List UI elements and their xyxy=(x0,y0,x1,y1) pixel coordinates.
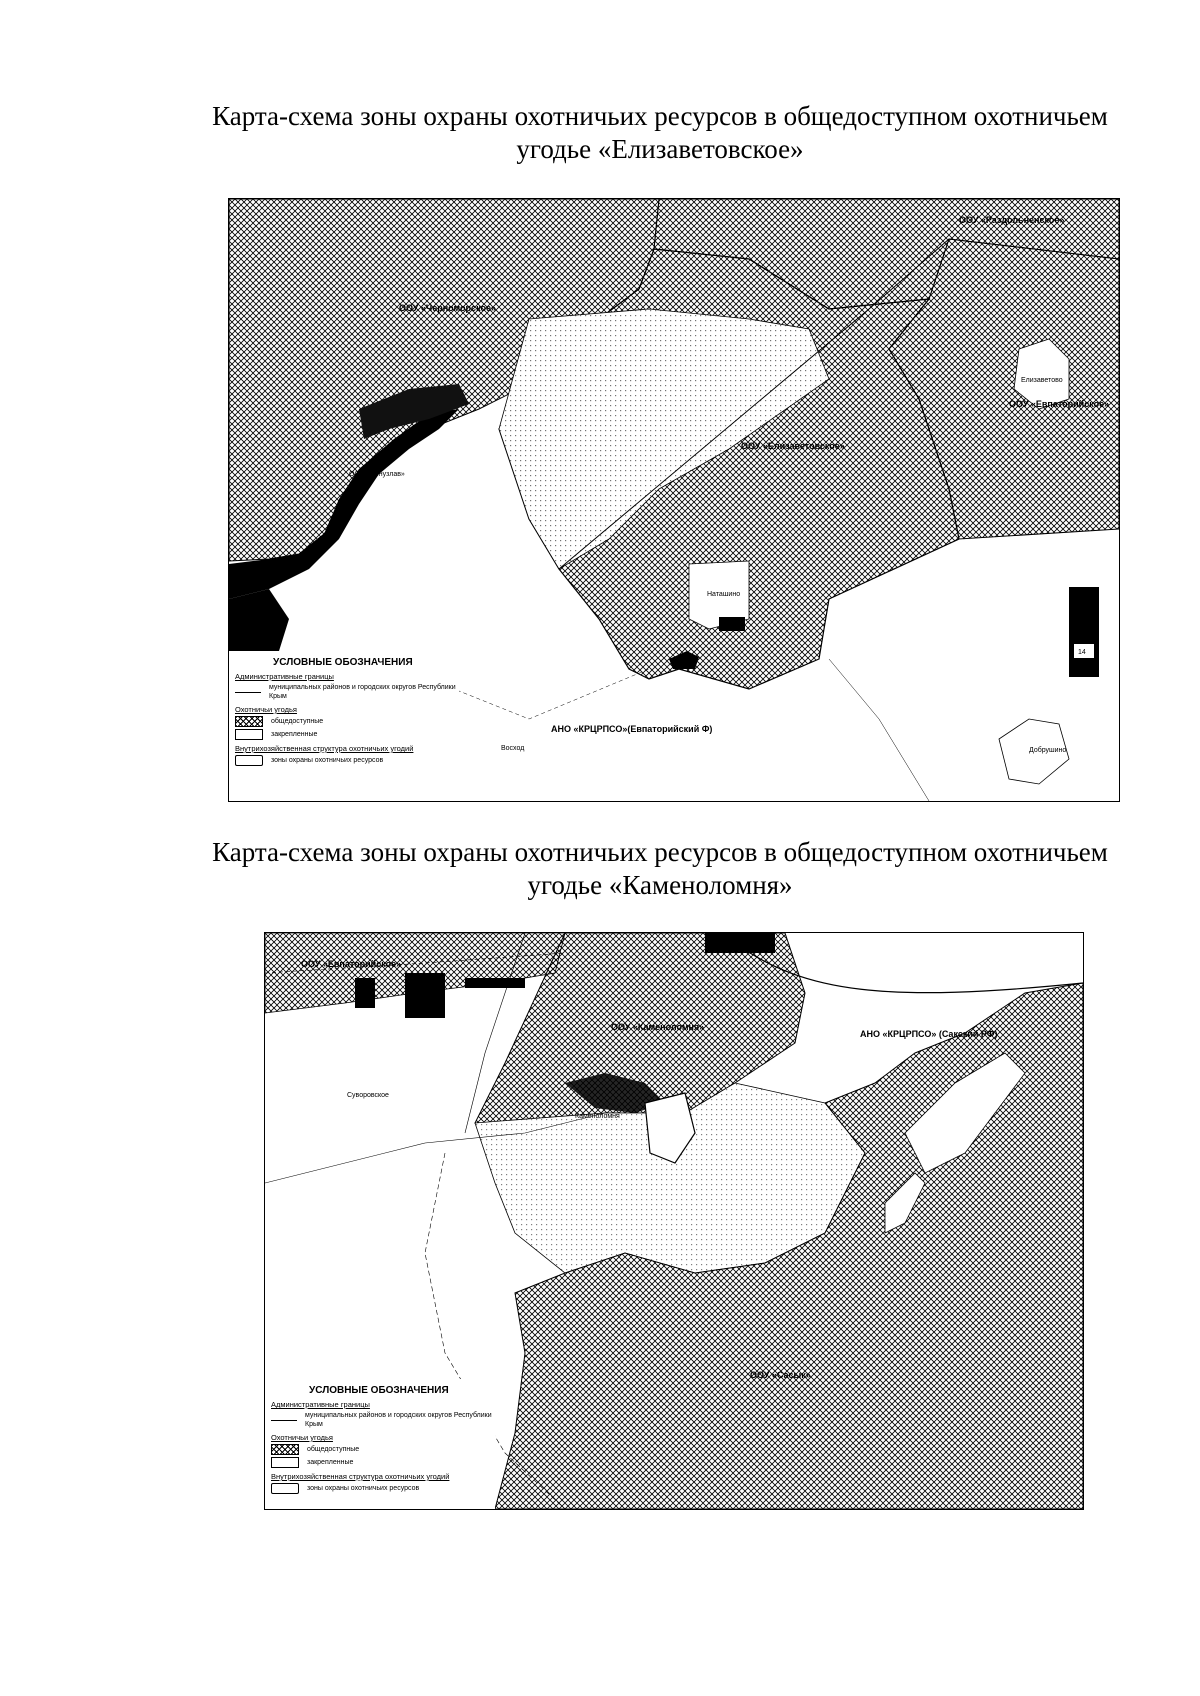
legend2-hunting-header: Охотничьи угодья xyxy=(271,1433,333,1442)
legend2-title: УСЛОВНЫЕ ОБОЗНАЧЕНИЯ xyxy=(309,1385,449,1396)
label-voskhod: Восход xyxy=(501,745,525,752)
label-razdolnenskoe: ООУ «Раздольненское» xyxy=(959,215,1065,225)
legend-assigned-swatch xyxy=(235,729,263,740)
assigned-block-3 xyxy=(465,978,525,988)
label-donuzlav: ООУ «Донузлав» xyxy=(349,471,405,478)
label-natashino: Наташино xyxy=(707,591,741,598)
legend-admin-text: муниципальных районов и городских округов Республики Крым xyxy=(269,684,456,700)
map2-legend xyxy=(265,1379,495,1509)
map2-title-line1: Карта-схема зоны охраны охотничьих ресурсов в общедоступном охотничьем xyxy=(212,837,1108,867)
label-chernomorskoe: ООУ «Черноморское» xyxy=(399,303,496,313)
map2-title-line2: угодье «Каменоломня» xyxy=(527,870,793,900)
map1-title-line1: Карта-схема зоны охраны охотничьих ресурсов в общедоступном охотничьем xyxy=(212,101,1108,131)
label-kamenolomnya: ООУ «Каменоломня» xyxy=(611,1022,705,1032)
legend2-structure-header: Внутрихозяйственная структура охотничьих угодий xyxy=(271,1472,450,1481)
label-marker-14: 14 xyxy=(1078,649,1086,656)
label-sasyk: ООУ «Сасык» xyxy=(750,1370,811,1380)
label-suvorovskoe: Суворовское xyxy=(347,1092,389,1099)
legend2-zone-row xyxy=(271,1483,495,1494)
map-kamenolomnya[interactable] xyxy=(264,932,1084,1510)
road-2 xyxy=(829,659,929,801)
label-dobrushino: Добрушино xyxy=(1029,747,1067,754)
legend-zone-row xyxy=(235,755,459,766)
legend2-assigned-text: закрепленные xyxy=(307,1459,354,1466)
legend-admin-swatch xyxy=(235,692,261,693)
legend2-admin-swatch xyxy=(271,1420,297,1421)
legend-hunting-header: Охотничьи угодья xyxy=(235,705,297,714)
legend-public-row xyxy=(235,716,459,727)
label-evpatoriyskoe: ООУ «Евпаторийское» xyxy=(1009,399,1110,409)
legend2-public-swatch xyxy=(271,1444,299,1455)
legend-assigned-text: закрепленные xyxy=(271,731,318,738)
legend-zone-text: зоны охраны охотничьих ресурсов xyxy=(271,757,384,764)
map1-legend xyxy=(229,651,459,801)
legend2-admin-row xyxy=(271,1411,495,1429)
legend-assigned-row xyxy=(235,729,459,740)
legend-admin-row xyxy=(235,683,459,701)
assigned-block-4 xyxy=(705,933,775,953)
map1-title-line2: угодье «Елизаветовское» xyxy=(516,134,804,164)
map-elizavetovskoe[interactable] xyxy=(228,198,1120,802)
map1-title xyxy=(180,100,1140,166)
natashino-block xyxy=(719,617,745,631)
legend2-admin-text: муниципальных районов и городских округов Республики Крым xyxy=(305,1412,492,1428)
legend2-zone-swatch xyxy=(271,1483,299,1494)
legend-public-swatch xyxy=(235,716,263,727)
legend-zone-swatch xyxy=(235,755,263,766)
legend-structure-header: Внутрихозяйственная структура охотничьих угодий xyxy=(235,744,414,753)
label-ano: АНО «КРЦРПСО»(Евпаторийский Ф) xyxy=(551,724,713,734)
legend-admin-header: Административные границы xyxy=(235,672,334,681)
assigned-block-2 xyxy=(405,973,445,1018)
label-elizavetovskoe: ООУ «Елизаветовское» xyxy=(741,441,845,451)
legend2-admin-header: Административные границы xyxy=(271,1400,370,1409)
legend2-assigned-row xyxy=(271,1457,495,1468)
lake-donuzlav-south xyxy=(229,589,289,651)
legend2-assigned-swatch xyxy=(271,1457,299,1468)
black-column xyxy=(1069,587,1099,677)
map2-title xyxy=(180,836,1140,902)
label-kamenolomnya-village: Каменоломня xyxy=(575,1113,620,1120)
legend2-public-text: общедоступные xyxy=(307,1446,360,1453)
legend-title: УСЛОВНЫЕ ОБОЗНАЧЕНИЯ xyxy=(273,657,413,668)
legend-public-text: общедоступные xyxy=(271,718,324,725)
assigned-block-1 xyxy=(355,978,375,1008)
legend2-zone-text: зоны охраны охотничьих ресурсов xyxy=(307,1485,420,1492)
label-evpatoriyskoe-2: ООУ «Евпаторийское» xyxy=(301,959,402,969)
legend2-public-row xyxy=(271,1444,495,1455)
label-ano-2: АНО «КРЦРПСО» (Сакский РФ) xyxy=(860,1029,998,1039)
label-elizavetovo: Елизаветово xyxy=(1021,377,1063,384)
